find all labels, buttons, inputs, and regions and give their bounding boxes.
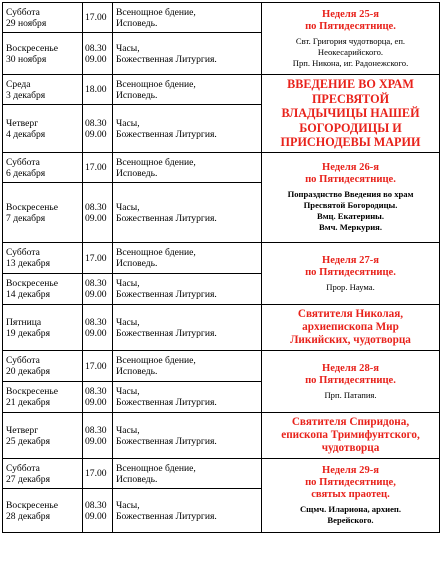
day-line: 30 ноября — [6, 53, 47, 65]
day-line: Суббота — [6, 156, 40, 168]
day-cell — [3, 153, 83, 183]
feast-title-line: по Пятидесятнице, — [305, 477, 396, 488]
time-cell — [83, 382, 113, 413]
schedule-body — [3, 3, 440, 533]
service-line: Всенощное бдение, — [116, 78, 196, 90]
day-line: 6 декабря — [6, 167, 46, 179]
service-line: Часы, — [116, 42, 140, 54]
time-line: 08.30 — [85, 117, 107, 129]
service-cell — [113, 382, 262, 413]
day-line: 28 декабря — [6, 510, 50, 522]
service-cell — [113, 459, 262, 489]
service-line: Божественная Литургия. — [116, 212, 217, 224]
feast-title-line: Неделя 28-я — [321, 362, 380, 374]
feast-title-line: епископа Тримифунтского, — [281, 429, 420, 441]
time-line: 08.30 — [85, 316, 107, 328]
day-cell — [3, 459, 83, 489]
feast-title — [262, 308, 439, 347]
day-line: Среда — [6, 78, 31, 90]
service-cell — [113, 489, 262, 533]
service-line: Божественная Литургия. — [116, 327, 217, 339]
day-line: 21 декабря — [6, 397, 50, 408]
feast-cell — [262, 153, 440, 243]
schedule-row — [3, 75, 440, 105]
schedule-table — [2, 2, 440, 533]
feast-cell — [262, 3, 440, 75]
time-cell — [83, 33, 113, 75]
service-cell — [113, 105, 262, 153]
time-cell — [83, 3, 113, 33]
feast-saints — [262, 36, 439, 69]
day-line: Четверг — [6, 424, 39, 436]
feast-saints — [262, 390, 439, 401]
feast-title-line: Неделя 26-я — [321, 162, 380, 173]
schedule-row — [3, 351, 440, 382]
feast-title-line: Неделя 25-я — [321, 8, 380, 20]
service-line: Исповедь. — [116, 258, 158, 269]
day-line: 29 ноября — [6, 17, 47, 29]
day-cell — [3, 274, 83, 305]
service-line: Божественная Литургия. — [116, 510, 217, 522]
feast-title-line: по Пятидесятнице. — [305, 20, 396, 32]
feast-title-line: святых праотец. — [311, 489, 390, 500]
feast-title — [262, 255, 439, 279]
service-cell — [113, 183, 262, 243]
time-line: 08.30 — [85, 499, 107, 511]
schedule-row — [3, 459, 440, 489]
service-line: Исповедь. — [116, 17, 158, 29]
feast-title-line: Ликийских, чудотворца — [290, 334, 411, 346]
feast-cell — [262, 413, 440, 459]
day-line: Суббота — [6, 6, 40, 18]
feast-saints-line: Неокесарийского. — [317, 46, 384, 57]
day-line: Воскресенье — [6, 499, 59, 511]
day-line: 13 декабря — [6, 258, 50, 269]
time-line: 08.30 — [85, 386, 107, 397]
feast-saints-line: Вмч. Меркурия. — [319, 222, 382, 232]
schedule-row — [3, 153, 440, 183]
service-line: Божественная Литургия. — [116, 397, 217, 408]
day-line: 3 декабря — [6, 89, 46, 101]
time-line: 09.00 — [85, 212, 107, 224]
time-line: 08.30 — [85, 424, 107, 436]
schedule-row — [3, 3, 440, 33]
feast-saints-line: Вмц. Екатерины. — [316, 211, 385, 221]
time-line: 09.00 — [85, 289, 107, 300]
feast-saints-line: Прп. Никона, иг. Радонежского. — [292, 57, 409, 68]
day-line: Воскресенье — [6, 201, 59, 213]
feast-saints-line: Сщмч. Илариона, архиеп. — [299, 504, 402, 514]
time-cell — [83, 75, 113, 105]
time-line: 17.00 — [85, 12, 107, 23]
feast-saints — [262, 189, 439, 233]
time-line: 08.30 — [85, 201, 107, 213]
time-cell — [83, 153, 113, 183]
feast-title-line: по Пятидесятнице. — [305, 266, 396, 278]
service-line: Часы, — [116, 499, 140, 511]
feast-cell — [262, 243, 440, 305]
feast-saints-line: Верейского. — [327, 515, 374, 525]
service-cell — [113, 33, 262, 75]
feast-title-line: архиепископа Мир — [302, 321, 399, 333]
day-line: 14 декабря — [6, 289, 50, 300]
day-line: Пятница — [6, 316, 42, 328]
feast-title-line: по Пятидесятнице. — [305, 174, 396, 185]
service-cell — [113, 413, 262, 459]
day-line: 7 декабря — [6, 212, 46, 224]
feast-title — [262, 465, 439, 501]
service-cell — [113, 75, 262, 105]
day-cell — [3, 351, 83, 382]
feast-title — [262, 416, 439, 455]
time-line: 17.00 — [85, 360, 107, 372]
day-line: Воскресенье — [6, 278, 59, 289]
feast-saints-line: Прп. Патапия. — [324, 389, 377, 400]
service-line: Всенощное бдение, — [116, 462, 196, 474]
time-line: 09.00 — [85, 327, 107, 339]
day-line: 4 декабря — [6, 128, 46, 140]
feast-title-line: ПРЕСВЯТОЙ — [311, 91, 390, 106]
day-line: 25 декабря — [6, 435, 50, 447]
day-line: 20 декабря — [6, 366, 50, 377]
day-cell — [3, 105, 83, 153]
time-line: 09.00 — [85, 510, 107, 522]
day-line: Воскресенье — [6, 42, 59, 54]
feast-title — [262, 9, 439, 33]
service-line: Часы, — [116, 424, 140, 436]
time-line: 08.30 — [85, 42, 107, 54]
time-line: 17.00 — [85, 468, 107, 479]
time-line: 08.30 — [85, 278, 107, 289]
feast-title-line: чудотворца — [321, 442, 380, 454]
service-line: Часы, — [116, 117, 140, 129]
feast-title-line: ВВЕДЕНИЕ ВО ХРАМ — [287, 77, 414, 92]
day-cell — [3, 183, 83, 243]
time-cell — [83, 183, 113, 243]
time-cell — [83, 489, 113, 533]
time-cell — [83, 274, 113, 305]
time-cell — [83, 459, 113, 489]
time-line: 09.00 — [85, 435, 107, 447]
feast-title-line: ВЛАДЫЧИЦЫ НАШЕЙ — [281, 106, 420, 121]
service-cell — [113, 305, 262, 351]
day-cell — [3, 382, 83, 413]
feast-title-line: Святителя Николая, — [297, 308, 404, 320]
service-line: Всенощное бдение, — [116, 6, 196, 18]
schedule-row — [3, 305, 440, 351]
feast-saints — [262, 282, 439, 293]
service-cell — [113, 3, 262, 33]
feast-saints-line: Прор. Наума. — [326, 281, 375, 292]
service-cell — [113, 243, 262, 274]
feast-cell — [262, 351, 440, 413]
service-line: Исповедь. — [116, 89, 158, 101]
time-cell — [83, 305, 113, 351]
service-line: Исповедь. — [116, 473, 158, 485]
service-cell — [113, 351, 262, 382]
day-line: 19 декабря — [6, 327, 50, 339]
service-line: Божественная Литургия. — [116, 53, 217, 65]
day-line: Воскресенье — [6, 386, 59, 397]
feast-cell — [262, 459, 440, 533]
service-line: Часы, — [116, 278, 140, 289]
service-line: Божественная Литургия. — [116, 128, 217, 140]
service-line: Исповедь. — [116, 167, 158, 179]
time-cell — [83, 243, 113, 274]
service-line: Всенощное бдение, — [116, 355, 196, 366]
feast-cell — [262, 75, 440, 153]
service-line: Исповедь. — [116, 366, 158, 377]
schedule-row — [3, 243, 440, 274]
time-line: 18.00 — [85, 84, 107, 95]
service-cell — [113, 274, 262, 305]
time-line: 09.00 — [85, 53, 107, 65]
service-line: Часы, — [116, 386, 140, 397]
day-cell — [3, 3, 83, 33]
time-line: 09.00 — [85, 397, 107, 408]
feast-saints — [262, 504, 439, 526]
day-line: Четверг — [6, 117, 39, 129]
day-line: Суббота — [6, 355, 40, 366]
day-cell — [3, 75, 83, 105]
day-cell — [3, 243, 83, 274]
service-line: Всенощное бдение, — [116, 247, 196, 258]
time-cell — [83, 351, 113, 382]
feast-saints-line: Пресвятой Богородицы. — [303, 200, 398, 210]
day-cell — [3, 489, 83, 533]
day-cell — [3, 305, 83, 351]
time-line: 17.00 — [85, 252, 107, 264]
feast-title-line: по Пятидесятнице. — [305, 374, 396, 386]
feast-saints-line: Свт. Григория чудотворца, еп. — [295, 35, 406, 46]
service-line: Всенощное бдение, — [116, 156, 196, 168]
feast-title — [262, 162, 439, 186]
day-line: 27 декабря — [6, 473, 50, 485]
time-line: 17.00 — [85, 162, 107, 173]
feast-title — [262, 77, 439, 150]
time-cell — [83, 105, 113, 153]
service-line: Часы, — [116, 316, 140, 328]
feast-title-line: Святителя Спиридона, — [291, 416, 410, 428]
service-line: Часы, — [116, 201, 140, 213]
day-line: Суббота — [6, 247, 40, 258]
service-cell — [113, 153, 262, 183]
service-line: Божественная Литургия. — [116, 289, 217, 300]
feast-cell — [262, 305, 440, 351]
feast-title-line: ПРИСНОДЕВЫ МАРИИ — [280, 135, 421, 150]
feast-title-line: Неделя 29-я — [321, 465, 380, 476]
time-cell — [83, 413, 113, 459]
feast-title — [262, 363, 439, 387]
time-line: 09.00 — [85, 128, 107, 140]
feast-saints-line: Попразднство Введения во храм — [287, 189, 414, 199]
feast-title-line: Неделя 27-я — [321, 254, 380, 266]
day-cell — [3, 33, 83, 75]
feast-title-line: БОГОРОДИЦЫ И — [299, 120, 402, 135]
service-line: Божественная Литургия. — [116, 435, 217, 447]
day-cell — [3, 413, 83, 459]
schedule-row — [3, 413, 440, 459]
day-line: Суббота — [6, 462, 40, 474]
